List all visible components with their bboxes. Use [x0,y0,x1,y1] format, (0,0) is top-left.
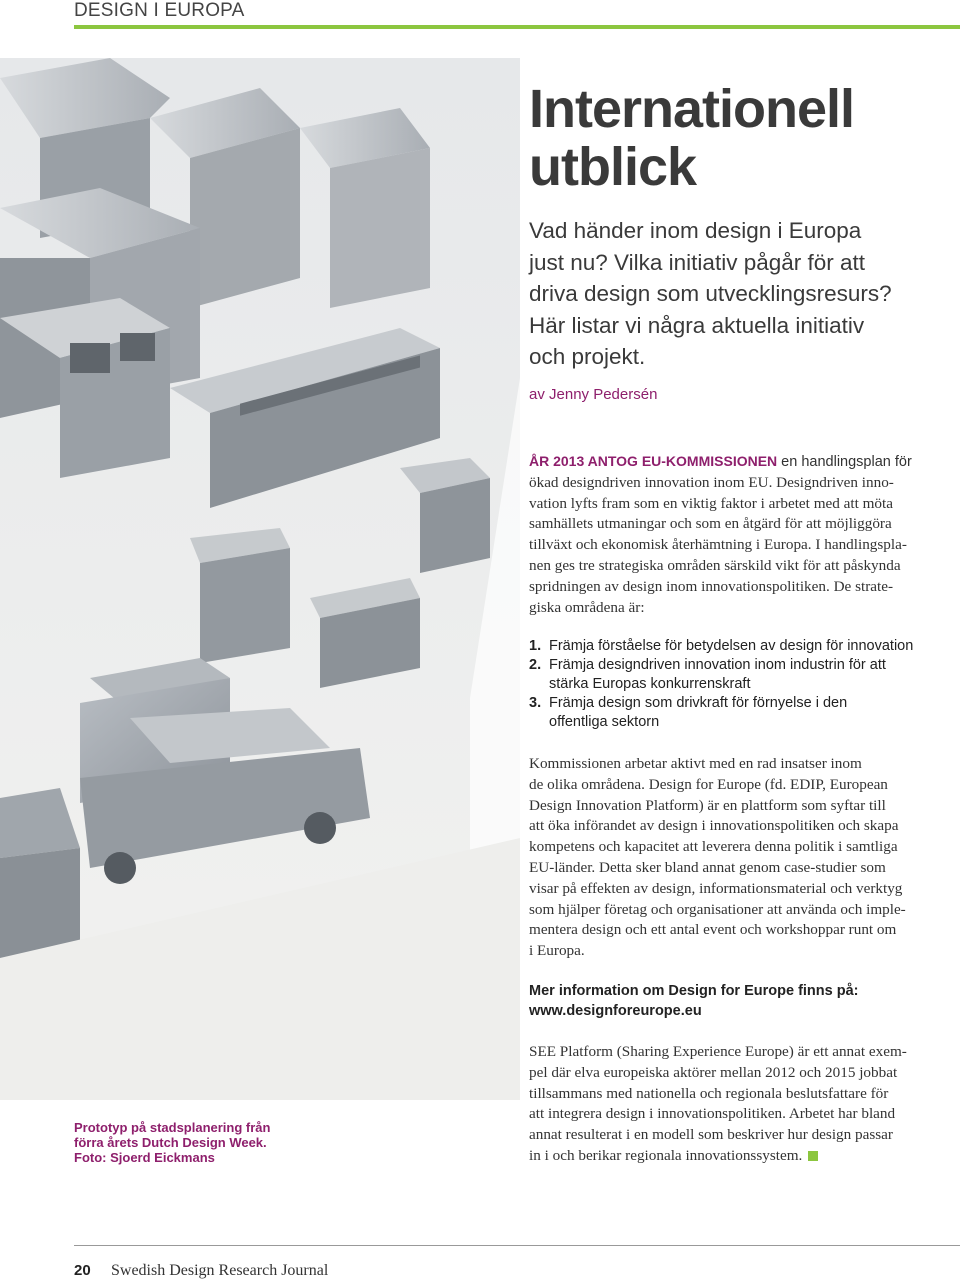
body-line: att integrera design i innovationspolitiken. Arbetet har bland [529,1105,896,1123]
strategic-areas-list [529,637,913,732]
body-line: Kommissionen arbetar aktivt med en rad insatser inom [529,755,862,772]
body-line: in i och berikar regionala innovationssystem. [529,1146,803,1164]
list-text: Främja förståelse för betydelsen av design för innovation [549,638,914,654]
section-label: DESIGN I EUROPA [74,0,245,21]
body-line: spridningen av design inom innovationspolitiken. De strate- [529,577,894,595]
list-text: Främja design som drivkraft för förnyelse i den [549,695,848,711]
more-info-line: Mer information om Design for Europe finns på: [529,983,859,999]
end-mark-icon [808,1151,818,1161]
body-paragraph-3 [529,1042,907,1167]
list-item [529,694,913,713]
body-paragraph-1 [529,451,912,618]
lead-caps: ÅR 2013 ANTOG EU-KOMMISSIONEN [529,453,778,469]
body-line: de olika områdena. Design for Europe (fd. EDIP, European [529,775,888,793]
list-number: 2. [529,657,542,673]
caption-line: förra årets Dutch Design Week. [74,1135,267,1150]
more-info [529,981,859,1021]
article-intro [529,215,892,373]
list-number: 1. [529,638,542,654]
intro-line: driva design som utvecklingsresurs? [529,281,892,306]
bottom-rule [74,1245,960,1246]
body-line: SEE Platform (Sharing Experience Europe) är ett annat exem- [529,1043,907,1060]
lead-rest: en handlingsplan för [777,454,912,470]
list-item [529,656,913,675]
byline: av Jenny Pedersén [529,386,658,403]
article-photo [0,58,520,1100]
photo-caption [74,1120,314,1165]
body-line: samhällets utmaningar och som en åtgärd för att möjliggöra [529,515,892,533]
list-item [529,637,913,656]
list-item-continuation [529,675,913,694]
title-line: utblick [529,137,697,197]
journal-name: Swedish Design Research Journal [111,1262,329,1279]
body-line: mentera design och ett antal event och workshoppar runt om [529,921,897,939]
list-item-continuation [529,713,913,732]
top-rule [74,25,960,29]
body-line: vation lyfts fram som en viktig faktor i arbetet med att möta [529,494,893,512]
list-text: stärka Europas konkurrenskraft [549,676,751,692]
intro-line: Vad händer inom design i Europa [529,218,862,243]
body-paragraph-2 [529,754,906,962]
page-number: 20 [74,1262,91,1279]
body-line: Design Innovation Platform) är en plattform som syftar till [529,796,886,814]
title-line: Internationell [529,79,855,139]
body-line: i Europa. [529,942,585,960]
body-line: visar på effekten av design, informationsmaterial och verktyg [529,879,903,897]
body-line: nen ges tre strategiska områden särskild vikt för att påskynda [529,556,901,574]
body-line: ökad designdriven innovation inom EU. Designdriven inno- [529,473,894,491]
body-line: tillsammans med nationella och regionala beslutsfattare för [529,1084,889,1102]
body-line: att öka införandet av design i innovationspolitiken och skapa [529,817,899,835]
more-info-link[interactable]: www.designforeurope.eu [529,1003,702,1019]
intro-line: och projekt. [529,344,646,369]
intro-line: Här listar vi några aktuella initiativ [529,312,865,338]
body-line: kompetens och kapacitet att leverera denna politik i samtliga [529,838,898,856]
body-line: giska områdena är: [529,598,645,616]
list-text: Främja designdriven innovation inom industrin för att [549,657,886,673]
body-line: tillväxt och ekonomisk återhämtning i Europa. I handlingspla- [529,536,907,554]
body-line: som hjälper företag och organisationer att använda och imple- [529,900,906,918]
article-title [529,80,854,196]
list-number: 3. [529,695,542,711]
body-line: pel där elva europeiska aktörer mellan 2012 och 2015 jobbat [529,1063,898,1081]
caption-line: Prototyp på stadsplanering från [74,1120,271,1135]
list-text: offentliga sektorn [549,714,660,730]
body-line: annat resulterat i en modell som beskriver hur design passar [529,1126,893,1144]
caption-line: Foto: Sjoerd Eickmans [74,1150,215,1165]
intro-line: just nu? Vilka initiativ pågår för att [529,249,866,275]
body-line: EU-länder. Detta sker bland annat genom case-studier som [529,858,886,876]
